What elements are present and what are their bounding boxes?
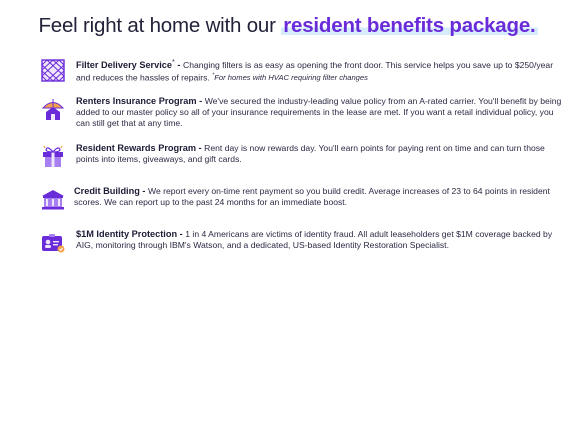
dash: - [196,143,205,153]
title-asterisk: * [172,58,175,66]
dash: - [177,229,186,239]
page-headline [0,14,576,38]
umbrella-house-icon [40,96,66,122]
benefit-text [76,57,566,83]
benefit-body: Rent day is now rewards day. You'll earn points for paying rent on time and can turn those points into items, giveaways, and gift cards. [76,143,545,164]
benefit-title: Resident Rewards Program [76,143,196,153]
headline-text: Feel right at home with our [38,14,282,37]
benefit-title: Renters Insurance Program [76,96,197,106]
benefit-title: $1M Identity Protection [76,229,178,239]
gift-icon [40,143,66,169]
bank-icon [40,186,66,212]
benefit-text [76,143,566,165]
benefit-note [212,73,368,82]
dash: - [174,59,183,70]
note-asterisk: * [212,72,215,79]
benefit-body: We report every on-time rent payment so you build credit. Average increases of 23 to 64 points in resident scores. We can report up to the past 24 months for an immediate boost. [74,186,550,207]
headline-highlight: resident benefits package. [283,14,536,37]
benefit-body: We've secured the industry-leading value policy from an A-rated carrier. You'll benefit by being added to our master policy so all of your insurance requirements in the lease are met. If you want a retail individual policy, you can still get that at any time. [76,96,562,128]
dash: - [196,96,205,106]
id-card-icon [40,229,66,255]
dash: - [139,186,149,196]
benefit-text [76,96,566,129]
benefit-body: 1 in 4 Americans are victims of identity fraud. All adult leaseholders get $1M coverage backed by AIG, monitoring through IBM's Watson, and a dedicated, US-based Identity Restoration Specialist. [76,229,553,250]
benefit-body: Changing filters is as easy as opening the front door. This service helps you save up to $250/year and reduces the hassles of repairs. [76,59,554,83]
note-text: For homes with HVAC requiring filter changes [214,73,368,83]
benefit-text [76,229,566,251]
benefit-title: Credit Building [74,186,140,196]
benefit-text [74,186,566,208]
benefit-title: Filter Delivery Service [76,59,173,70]
filter-grid-icon [40,57,66,83]
